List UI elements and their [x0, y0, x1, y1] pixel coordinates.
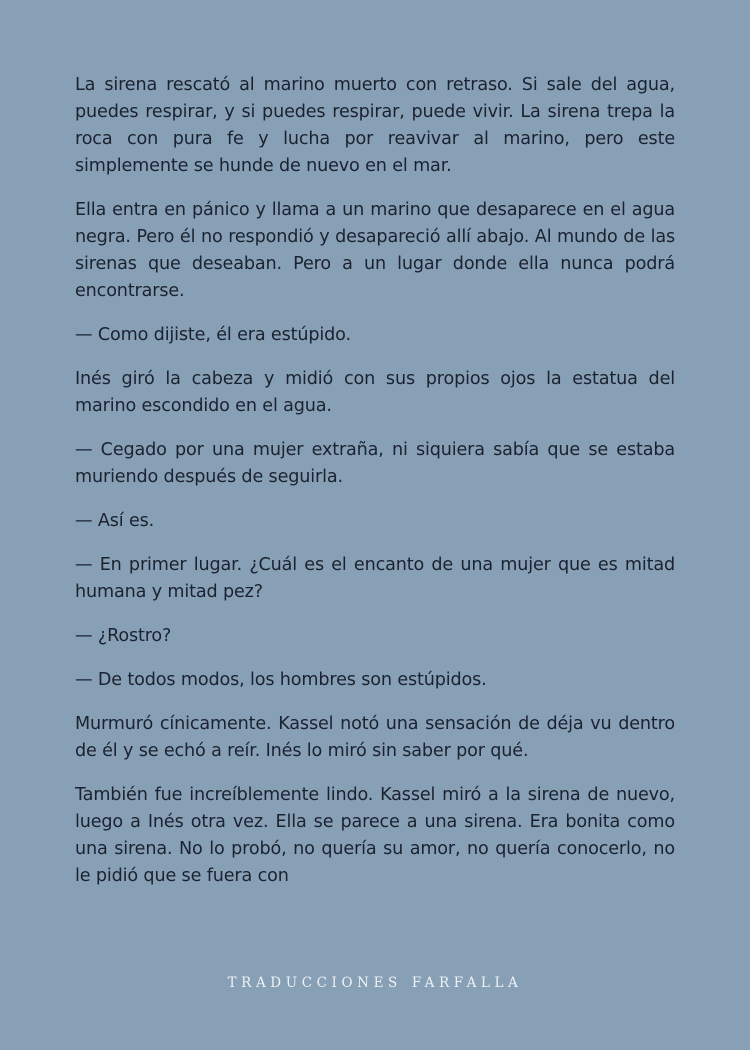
paragraph-3: Inés giró la cabeza y midió con sus propios ojos la estatua del marino escondido en el agua.	[75, 369, 675, 416]
dialogue-line-4: — En primer lugar. ¿Cuál es el encanto de una mujer que es mitad humana y mitad pez?	[75, 555, 675, 602]
paragraph-1: La sirena rescató al marino muerto con retraso. Si sale del agua, puedes respirar, y si puedes respirar, puede vivir. La sirena trepa la roca con pura fe y lucha por reavivar al marino, pero este simplemente se hunde de nuevo en el mar.	[75, 75, 675, 176]
paragraph-5: También fue increíblemente lindo. Kassel miró a la sirena de nuevo, luego a Inés otra vez. Ella se parece a una sirena. Era bonita como una sirena. No lo probó, no quería su amor, no quería conocerlo, no le pidió que se fuera con	[75, 785, 675, 886]
dialogue-line-2: — Cegado por una mujer extraña, ni siquiera sabía que se estaba muriendo después de seguirla.	[75, 440, 675, 487]
paragraph-2: Ella entra en pánico y llama a un marino que desaparece en el agua negra. Pero él no respondió y desapareció allí abajo. Al mundo de las sirenas que deseaban. Pero a un lugar donde ella nunca podrá encontrarse.	[75, 200, 675, 301]
dialogue-line-3: — Así es.	[75, 511, 155, 531]
footer-word-2: FARFALLA	[411, 975, 523, 991]
document-page	[75, 72, 675, 907]
footer-credit	[0, 975, 750, 991]
footer-word-1: TRADUCCIONES	[227, 975, 402, 991]
dialogue-line-5: — ¿Rostro?	[75, 626, 172, 646]
dialogue-line-6: — De todos modos, los hombres son estúpidos.	[75, 670, 487, 690]
paragraph-4: Murmuró cínicamente. Kassel notó una sensación de déja vu dentro de él y se echó a reír. Inés lo miró sin saber por qué.	[75, 714, 675, 761]
dialogue-line-1: — Como dijiste, él era estúpido.	[75, 325, 351, 345]
